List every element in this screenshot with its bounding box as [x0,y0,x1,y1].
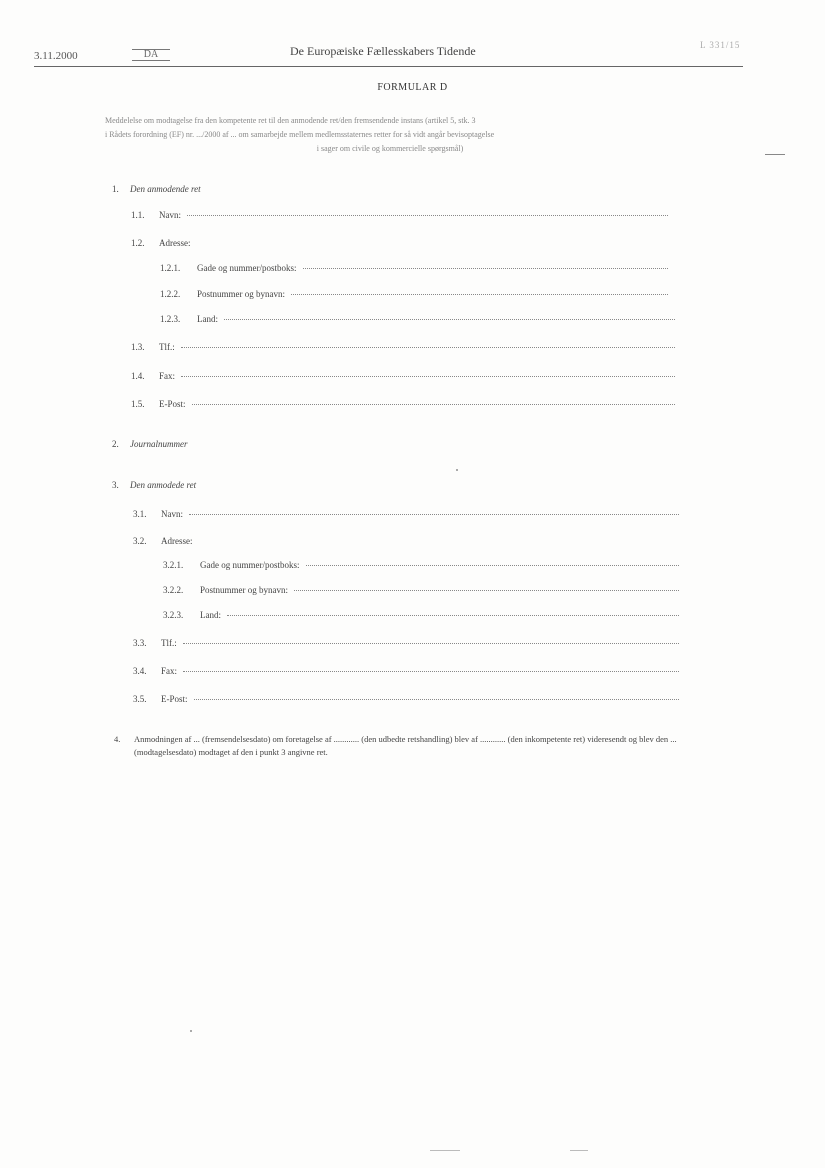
journal-title: De Europæiske Fællesskabers Tidende [290,44,476,58]
field-number: 1.2.2. [160,289,181,299]
field-label: Land: [197,314,218,324]
field-label: Gade og nummer/postboks: [200,560,300,570]
field-1-4-fax [131,371,675,381]
field-3-2-3-country [163,610,679,620]
field-label: Postnummer og bynavn: [197,289,285,299]
field-number: 1.2.3. [160,314,181,324]
field-label: Postnummer og bynavn: [200,585,288,595]
field-1-1-name [131,210,668,220]
header-rule [34,66,743,67]
field-label: E-Post: [161,694,188,704]
field-number: 1.2. [131,238,145,248]
section-number: 4. [114,734,121,744]
field-1-2-2-postcode [160,289,668,299]
field-label: Navn: [161,509,183,519]
field-1-3-phone [131,342,675,352]
field-number: 3.2.2. [163,585,184,595]
fill-in-line[interactable] [227,615,679,616]
field-label: Land: [200,610,221,620]
section-title: Journalnummer [130,439,188,449]
field-number: 1.5. [131,399,145,409]
page-code: L 331/15 [700,40,741,50]
field-1-2-3-country [160,314,675,324]
intro-line-1: Meddelelse om modtagelse fra den kompetente ret til den anmodende ret/den fremsendende instans (artikel 5, stk. 3 [105,116,476,125]
fill-in-line[interactable] [291,294,668,295]
field-label: Adresse: [161,536,193,546]
field-3-2-2-postcode [163,585,679,595]
field-3-3-phone [133,638,679,648]
fill-in-line[interactable] [183,643,679,644]
field-3-1-name [133,509,679,519]
language-code: DA [132,49,170,61]
section-1-heading [112,184,312,196]
section-3-heading [112,480,312,492]
field-number: 3.2.1. [163,560,184,570]
intro-line-2: i Rådets forordning (EF) nr. .../2000 af ... om samarbejde mellem medlemsstaternes retter for så vidt angår bevisoptagelse [105,130,495,139]
fill-in-line[interactable] [181,376,675,377]
fill-in-line[interactable] [306,565,680,566]
scan-speck [430,1150,460,1151]
section-title: Den anmodede ret [130,480,197,490]
field-label: Fax: [159,371,176,381]
header-date: 3.11.2000 [34,50,78,62]
scan-speck [456,469,458,471]
field-3-2-address [133,536,333,546]
fill-in-line[interactable] [194,699,679,700]
field-number: 3.2.3. [163,610,184,620]
fill-in-line[interactable] [303,268,669,269]
form-title: FORMULAR D [377,82,448,93]
intro-text [105,114,675,156]
field-label: Gade og nummer/postboks: [197,263,297,273]
field-label: Tlf.: [159,342,175,352]
scan-speck [570,1150,588,1151]
intro-line-3: i sager om civile og kommercielle spørgsmål) [316,144,464,153]
field-number: 3.5. [133,694,147,704]
field-number: 3.2. [133,536,147,546]
field-number: 3.3. [133,638,147,648]
field-number: 3.4. [133,666,147,676]
field-label: Tlf.: [161,638,177,648]
field-number: 3.1. [133,509,147,519]
margin-mark [765,154,785,155]
fill-in-line[interactable] [189,514,679,515]
field-3-5-email [133,694,679,704]
field-number: 1.3. [131,342,145,352]
field-3-4-fax [133,666,679,676]
field-label: Fax: [161,666,178,676]
field-1-2-address [131,238,331,248]
field-1-5-email [131,399,675,409]
field-3-2-1-street [163,560,679,570]
fill-in-line[interactable] [224,319,675,320]
field-number: 1.4. [131,371,145,381]
field-label: Adresse: [159,238,191,248]
section-number: 1. [112,184,119,194]
section-number: 2. [112,439,119,449]
field-1-2-1-street [160,263,668,273]
fill-in-line[interactable] [181,347,675,348]
section-title: Den anmodende ret [130,184,201,194]
field-label: Navn: [159,210,181,220]
field-number: 1.2.1. [160,263,181,273]
fill-in-line[interactable] [192,404,675,405]
section-4-text: Anmodningen af ... (fremsendelsesdato) om foretagelse af ............ (den udbedte retshandling) blev af ............ (den inkompetente ret) videresendt og blev den ... (modtagelsesdato) modtaget af den i punkt 3 angivne ret. [134,734,677,757]
fill-in-line[interactable] [187,215,668,216]
section-4-paragraph [114,733,684,759]
section-2-heading [112,439,312,451]
field-label: E-Post: [159,399,186,409]
fill-in-line[interactable] [183,671,679,672]
section-number: 3. [112,480,119,490]
fill-in-line[interactable] [294,590,679,591]
field-number: 1.1. [131,210,145,220]
scan-speck [190,1030,192,1032]
